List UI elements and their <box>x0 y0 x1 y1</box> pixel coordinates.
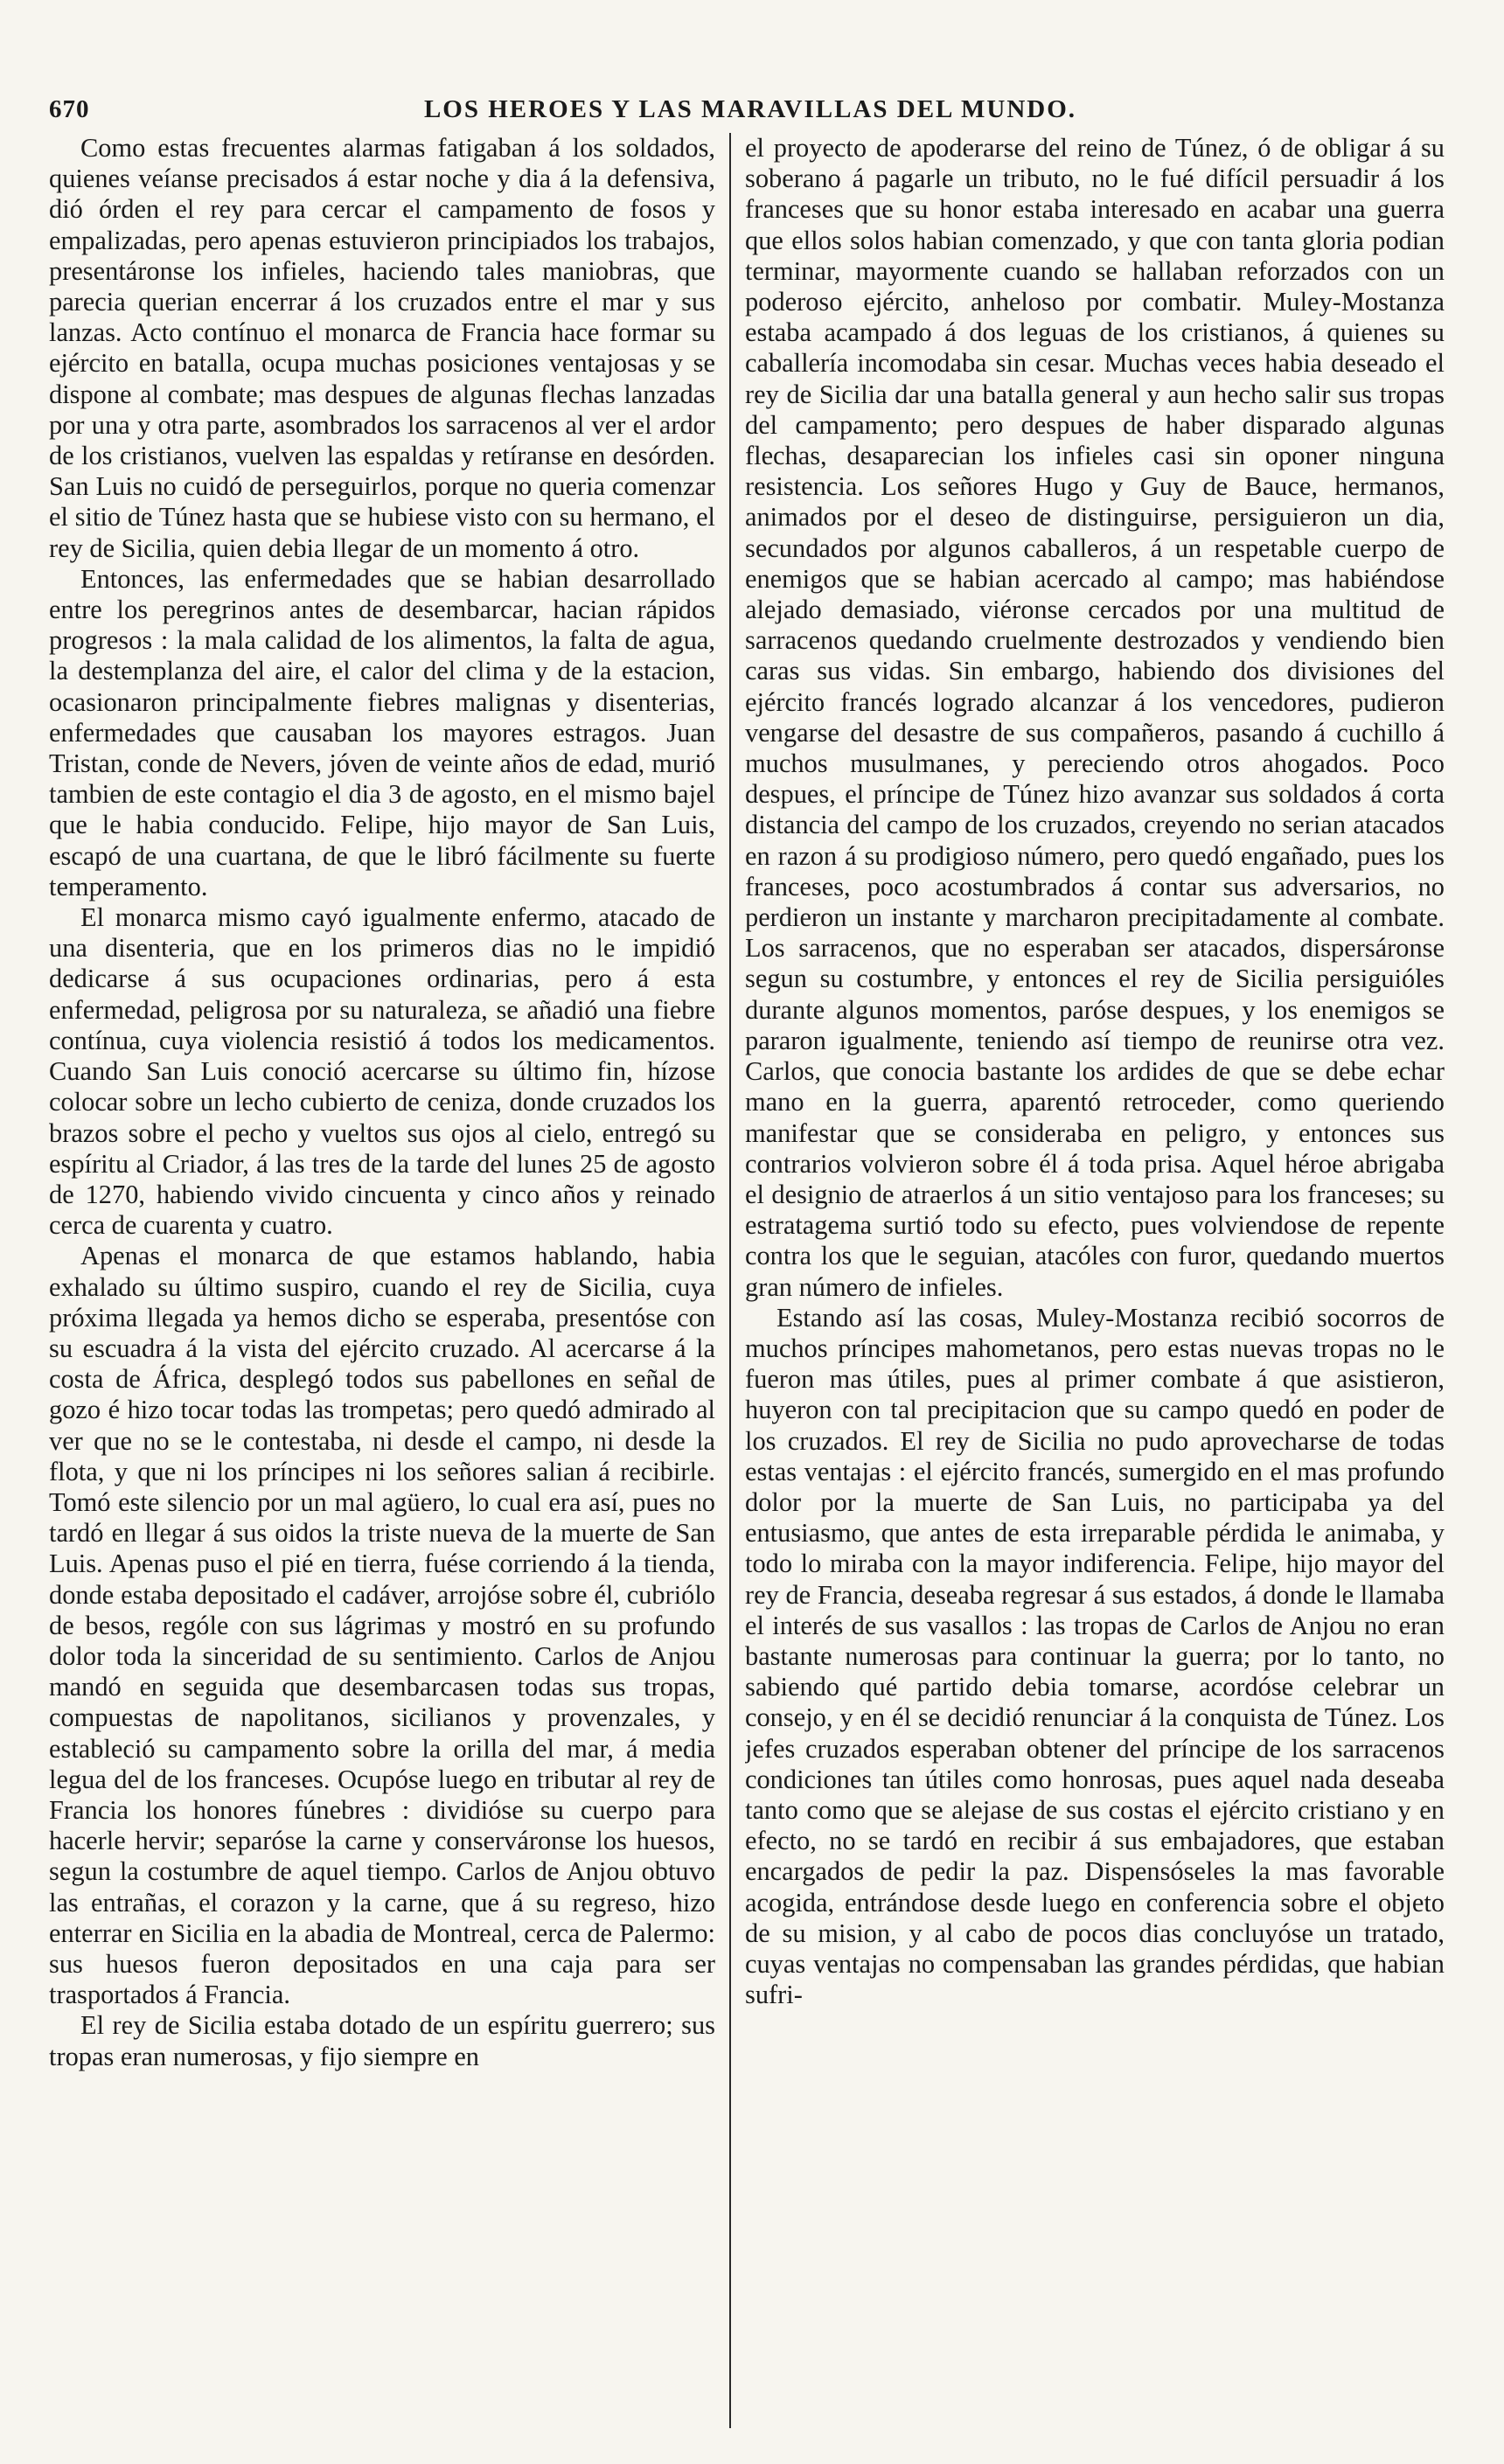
paragraph: Entonces, las enfermedades que se habian desarrollado entre los peregrinos antes de desembarcar, hacian rápidos progresos : la mala calidad de los alimentos, la falta de agua, la destemplanza del aire, el calor del clima y de la estacion, ocasionaron principalmente fiebres malignas y disenterias, enfermedades que causaban los mayores estragos. Juan Tristan, conde de Nevers, jóven de veinte años de edad, murió tambien de este contagio el dia 3 de agosto, en el mismo bajel que le habia conducido. Felipe, hijo mayor de San Luis, escapó de una cuartana, de que le libró fácilmente su fuerte temperamento. <box>49 563 715 901</box>
paragraph: el proyecto de apoderarse del reino de Túnez, ó de obligar á su soberano á pagarle un tributo, no le fué difícil persuadir á los franceses que su honor estaba interesado en acabar una guerra que ellos solos habian comenzado, y que con tanta gloria podian terminar, mayormente cuando se hallaban reforzados con un poderoso ejército, anheloso por combatir. Muley-Mostanza estaba acampado á dos leguas de los cristianos, á quienes su caballería incomodaba sin cesar. Muchas veces habia deseado el rey de Sicilia dar una batalla general y aun hecho salir sus tropas del campamento; pero despues de haber disparado algunas flechas, desaparecian los infieles casi sin oponer ninguna resistencia. Los señores Hugo y Guy de Bauce, hermanos, animados por el deseo de distinguirse, persiguieron un dia, secundados por algunos caballeros, á un respetable cuerpo de enemigos que se habian acercado al campo; mas habiéndose alejado demasiado, viéronse cercados por una multitud de sarracenos quedando cruelmente destrozados y vendiendo bien caras sus vidas. Sin embargo, habiendo dos divisiones del ejército francés logrado alcanzar á los vencedores, pudieron vengarse del desastre de sus compañeros, pasando á cuchillo á muchos musulmanes, y pereciendo otros ahogados. Poco despues, el príncipe de Túnez hizo avanzar sus soldados á corta distancia del campo de los cruzados, creyendo no serian atacados en razon á su prodigioso número, pero quedó engañado, pues los franceses, poco acostumbrados á contar sus adversarios, no perdieron un instante y marcharon precipitadamente al combate. Los sarracenos, que no esperaban ser atacados, dispersáronse segun su costumbre, y entonces el rey de Sicilia persiguióles durante algunos momentos, paróse despues, y los enemigos se pararon igualmente, teniendo así tiempo de reunirse otra vez. Carlos, que conocia bastante los ardides de que se debe echar mano en la guerra, aparentó retroceder, como queriendo manifestar que se consideraba en peligro, y entonces sus contrarios volvieron sobre él á toda prisa. Aquel héroe abrigaba el designio de atraerlos á un sitio ventajoso para los franceses; su estratagema surtió todo su efecto, pues volviendose de repente contra los que le seguian, atacóles con furor, quedando muertos gran número de infieles. <box>745 133 1445 1302</box>
left-column <box>49 133 715 2428</box>
page-number: 670 <box>49 94 90 123</box>
paragraph: Estando así las cosas, Muley-Mostanza recibió socorros de muchos príncipes mahometanos, pero estas nuevas tropas no le fueron mas útiles, pues al primer combate á que asistieron, huyeron con tal precipitacion que su campo quedó en poder de los cruzados. El rey de Sicilia no pudo aprovecharse de todas estas ventajas : el ejército francés, sumergido en el mas profundo dolor por la muerte de San Luis, no participaba ya del entusiasmo, que antes de esta irreparable pérdida le animaba, y todo lo miraba con la mayor indiferencia. Felipe, hijo mayor del rey de Francia, deseaba regresar á sus estados, á donde le llamaba el interés de sus vasallos : las tropas de Carlos de Anjou no eran bastante numerosas para continuar la guerra; por lo tanto, no sabiendo qué partido debia tomarse, acordóse celebrar un consejo, y en él se decidió renunciar á la conquista de Túnez. Los jefes cruzados esperaban obtener del príncipe de los sarracenos condiciones tan útiles como honrosas, pues aquel nada deseaba tanto como que se alejase de sus costas el ejército cristiano y en efecto, no se tardó en recibir á sus embajadores, que estaban encargados de pedir la paz. Dispensóseles la mas favorable acogida, entrándose desde luego en conferencia sobre el objeto de su mision, y al cabo de pocos dias concluyóse un tratado, cuyas ventajas no compensaban las grandes pérdidas, que habian sufri- <box>745 1302 1445 2010</box>
right-column <box>745 133 1445 2428</box>
paragraph: Apenas el monarca de que estamos hablando, habia exhalado su último suspiro, cuando el rey de Sicilia, cuya próxima llegada ya hemos dicho se esperaba, presentóse con su escuadra á la vista del ejército cruzado. Al acercarse á la costa de África, desplegó todos sus pabellones en señal de gozo é hizo tocar todas las trompetas; pero quedó admirado al ver que no se le contestaba, ni desde el campo, ni desde la flota, y que ni los príncipes ni los señores salian á recibirle. Tomó este silencio por un mal agüero, lo cual era así, pues no tardó en llegar á sus oidos la triste nueva de la muerte de San Luis. Apenas puso el pié en tierra, fuése corriendo á la tienda, donde estaba depositado el cadáver, arrojóse sobre él, cubriólo de besos, rególe con sus lágrimas y mostró en su profundo dolor toda la sinceridad de su sentimiento. Carlos de Anjou mandó en seguida que desembarcasen todas sus tropas, compuestas de napolitanos, sicilianos y provenzales, y estableció su campamento sobre la orilla del mar, á media legua del de los franceses. Ocupóse luego en tributar al rey de Francia los honores fúnebres : dividióse su cuerpo para hacerle hervir; separóse la carne y conserváronse los huesos, segun la costumbre de aquel tiempo. Carlos de Anjou obtuvo las entrañas, el corazon y la carne, que á su regreso, hizo enterrar en Sicilia en la abadia de Montreal, cerca de Palermo: sus huesos fueron depositados en una caja para ser trasportados á Francia. <box>49 1241 715 2010</box>
paragraph: El rey de Sicilia estaba dotado de un espíritu guerrero; sus tropas eran numerosas, y fijo siempre en <box>49 2010 715 2071</box>
column-divider <box>729 133 731 2428</box>
paragraph: El monarca mismo cayó igualmente enfermo, atacado de una disenteria, que en los primeros dias no le impidió dedicarse á sus ocupaciones ordinarias, pero á esta enfermedad, peligrosa por su naturaleza, se añadió una fiebre contínua, cuya violencia resistió á todos los medicamentos. Cuando San Luis conoció acercarse su último fin, hízose colocar sobre un lecho cubierto de ceniza, donde cruzados los brazos sobre el pecho y vueltos sus ojos al cielo, entregó su espíritu al Criador, á las tres de la tarde del lunes 25 de agosto de 1270, habiendo vivido cincuenta y cinco años y reinado cerca de cuarenta y cuatro. <box>49 902 715 1241</box>
paragraph: Como estas frecuentes alarmas fatigaban á los soldados, quienes veíanse precisados á estar noche y dia á la defensiva, dió órden el rey para cercar el campamento de fosos y empalizadas, pero apenas estuvieron principiados los trabajos, presentáronse los infieles, haciendo tales maniobras, que parecia querian encerrar á los cruzados entre el mar y sus lanzas. Acto contínuo el monarca de Francia hace formar su ejército en batalla, ocupa muchas posiciones ventajosas y se dispone al combate; mas despues de algunas flechas lanzadas por una y otra parte, asombrados los sarracenos al ver el ardor de los cristianos, vuelven las espaldas y retíranse en desórden. San Luis no cuidó de perseguirlos, porque no queria comenzar el sitio de Túnez hasta que se hubiese visto con su hermano, el rey de Sicilia, quien debia llegar de un momento á otro. <box>49 133 715 563</box>
running-title: LOS HEROES Y LAS MARAVILLAS DEL MUNDO. <box>423 94 1077 123</box>
page-header <box>49 87 1452 131</box>
